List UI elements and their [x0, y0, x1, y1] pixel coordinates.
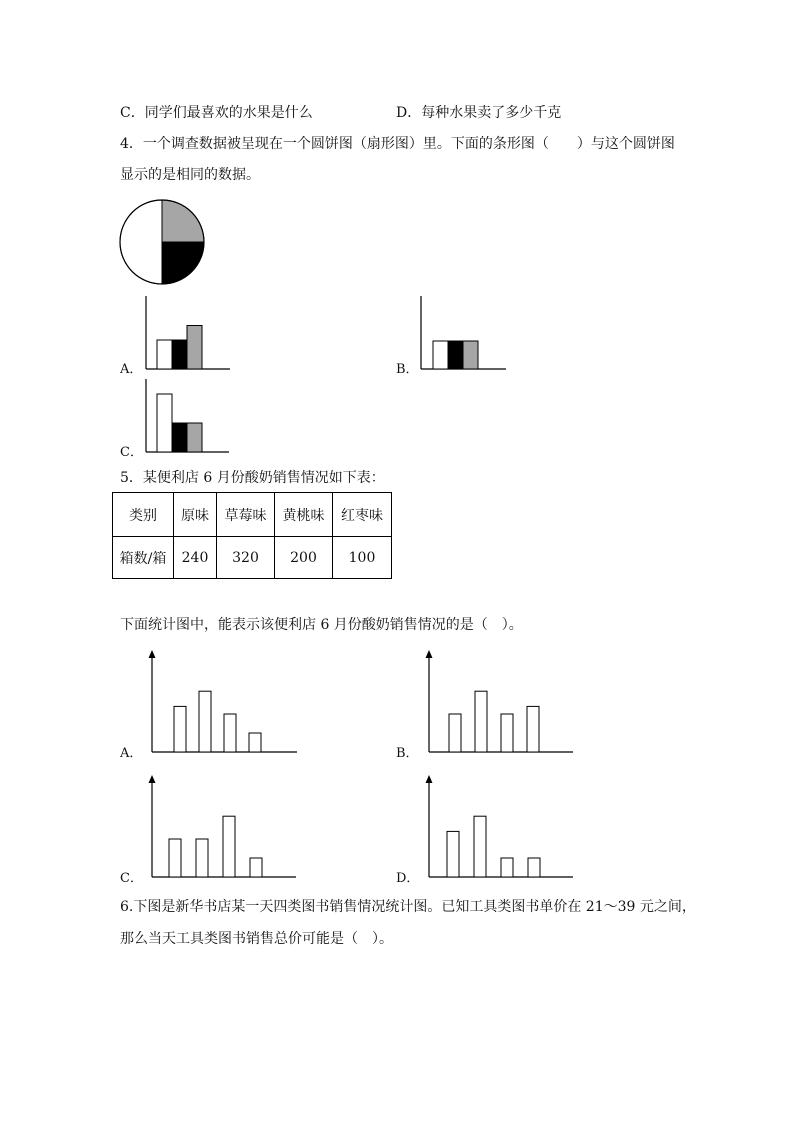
q6-question-line1: 6.下图是新华书店某一天四类图书销售情况统计图。已知工具类图书单价在 21～39 元之间， [120, 899, 696, 915]
q5-question-line1: 5．某便利店 6 月份酸奶销售情况如下表： [120, 470, 385, 486]
q5-sales-table [112, 492, 392, 579]
chart-q5-B [426, 650, 574, 752]
q4-question-line1: 4．一个调查数据被呈现在一个圆饼图（扇形图）里。下面的条形图（ ）与这个圆饼图 [120, 136, 675, 152]
bar [528, 858, 540, 877]
pie-slice [120, 200, 162, 284]
table-cell-jujube: 100 [333, 537, 392, 579]
q5-label-c: C． [120, 871, 143, 886]
bar [172, 423, 187, 452]
bar [196, 839, 208, 877]
q5-label-a: A． [120, 746, 143, 761]
q3-option-d: D．每种水果卖了多少千克 [396, 105, 562, 121]
bar [169, 839, 181, 877]
q6-question-line2: 那么当天工具类图书销售总价可能是（ ）。 [120, 931, 393, 947]
bar [501, 858, 513, 877]
chart-q5-D [426, 775, 574, 877]
q5-label-d: D． [396, 871, 420, 886]
q4-label-a: A． [120, 362, 143, 377]
table-header-jujube: 红枣味 [333, 493, 392, 537]
bar [433, 341, 448, 369]
q4-pie-chart [120, 200, 204, 284]
chart-q4-C [146, 379, 229, 452]
bar [474, 816, 486, 877]
bar [157, 394, 172, 452]
chart-q4-B [421, 296, 506, 369]
table-cell-peach: 200 [275, 537, 333, 579]
bar [172, 340, 187, 369]
bar [174, 706, 186, 752]
chart-q5-C [149, 775, 297, 877]
bar [250, 858, 262, 877]
q4-label-c: C． [120, 445, 143, 460]
bar [527, 706, 539, 752]
bar [199, 691, 211, 752]
bar [447, 831, 459, 877]
q4-label-b: B． [396, 362, 419, 377]
bar [501, 714, 513, 752]
table-header-category: 类别 [113, 493, 174, 537]
bar [449, 714, 461, 752]
table-header-strawberry: 草莓味 [217, 493, 275, 537]
bar [187, 423, 202, 452]
table-header-peach: 黄桃味 [275, 493, 333, 537]
bar [249, 733, 261, 752]
bar [223, 816, 235, 877]
y-axis-arrow-icon [426, 775, 433, 783]
q4-question-line2: 显示的是相同的数据。 [120, 167, 260, 183]
table-cell-original: 240 [174, 537, 217, 579]
bar [187, 326, 202, 370]
bar [448, 341, 463, 369]
y-axis-arrow-icon [149, 775, 156, 783]
bar [157, 340, 172, 369]
table-cell-strawberry: 320 [217, 537, 275, 579]
y-axis-arrow-icon [426, 650, 433, 658]
y-axis-arrow-icon [149, 650, 156, 658]
q5-question-line2: 下面统计图中，能表示该便利店 6 月份酸奶销售情况的是（ ）。 [120, 617, 523, 633]
bar [224, 714, 236, 752]
bar [463, 341, 478, 369]
bar [475, 691, 487, 752]
chart-q4-A [146, 296, 230, 369]
q3-option-c: C．同学们最喜欢的水果是什么 [120, 105, 313, 121]
bar-charts [146, 296, 573, 877]
table-header-original: 原味 [174, 493, 217, 537]
chart-q5-A [149, 650, 298, 752]
q5-label-b: B． [396, 746, 419, 761]
table-row-label: 箱数/箱 [113, 537, 174, 579]
